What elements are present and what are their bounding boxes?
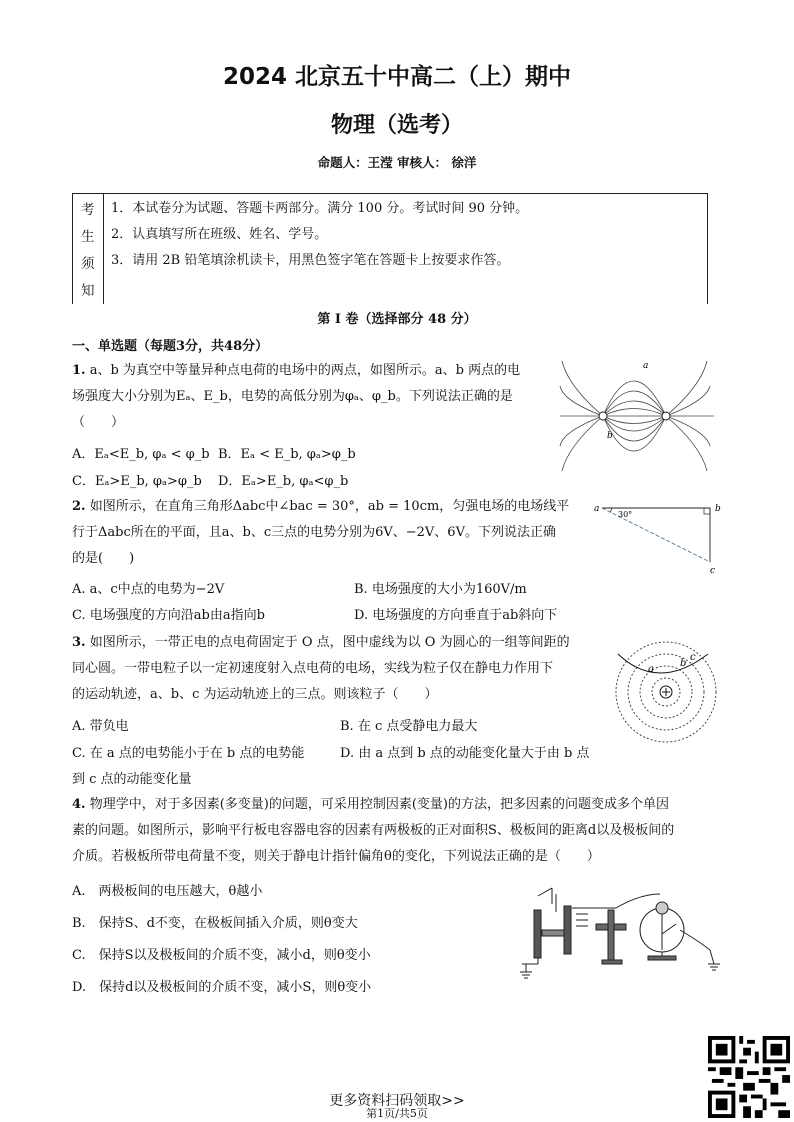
q2-line: 的是( ) — [72, 551, 135, 566]
q1-option-d: D．Eₐ>E_b, φₐ<φ_b — [218, 474, 349, 489]
notice-label-char: 须 — [81, 256, 95, 272]
q4-option-a: A. 两极板间的电压越大，θ越小 — [72, 884, 263, 899]
capacitor-electroscope-figure — [512, 884, 732, 980]
point-c-label: c — [690, 652, 696, 663]
q2-option-b: B. 电场强度的大小为160V/m — [354, 582, 527, 597]
angle-label: 30° — [618, 510, 633, 519]
promo-link[interactable]: 更多资料扫码领取>> — [329, 1093, 465, 1109]
notice-label-char: 生 — [81, 229, 95, 245]
q4-option-b: B. 保持S、d不变，在极板间插入介质，则θ变大 — [72, 916, 358, 931]
q3-text: 如图所示，一带正电的点电荷固定于 O 点，图中虚线为以 O 为圆心的一组等间距的 — [89, 635, 570, 650]
q4-number: 4. — [72, 797, 86, 812]
q2-option-d: D. 电场强度的方向垂直于ab斜向下 — [354, 608, 558, 623]
exam-subtitle: 物理（选考） — [330, 113, 463, 138]
point-b-label: b — [607, 431, 613, 441]
part-title: 一、单选题（每题3分，共48分） — [72, 339, 269, 354]
notice-label — [73, 194, 104, 304]
q1-line: （ ） — [72, 415, 125, 430]
point-a-label: a — [643, 361, 649, 371]
q3-option-d: D. 由 a 点到 b 点的动能变化量大于由 b 点 — [340, 746, 590, 761]
q2-line — [72, 498, 569, 516]
q3-option-d-continued: 到 c 点的动能变化量 — [72, 772, 192, 787]
q1-number: 1. — [72, 363, 86, 378]
q3-option-b: B. 在 c 点受静电力最大 — [340, 719, 478, 734]
vertex-c-label: c — [710, 566, 716, 576]
q4-line: 介质。若极板所带电荷量不变，则关于静电计指针偏角θ的变化，下列说法正确的是（ ） — [72, 849, 600, 864]
q1-option-c: C．Eₐ>E_b, φₐ>φ_b — [72, 474, 202, 489]
notice-line: 1．本试卷分为试题、答题卡两部分。满分 100 分。考试时间 90 分钟。 — [111, 201, 529, 216]
triangle-figure — [590, 498, 730, 578]
q3-line: 的运动轨迹，a、b、c 为运动轨迹上的三点。则该粒子（ ） — [72, 687, 438, 702]
q4-option-d: D. 保持d以及极板间的介质不变，减小S，则θ变小 — [72, 980, 372, 995]
q2-option-c: C. 电场强度的方向沿ab由a指向b — [72, 608, 265, 623]
q3-option-a: A. 带负电 — [72, 719, 129, 734]
notice-box — [72, 193, 708, 304]
notice-label-char: 知 — [81, 283, 95, 299]
notice-line: 2．认真填写所在班级、姓名、学号。 — [111, 227, 328, 242]
dipole-field-figure — [558, 356, 718, 481]
vertex-b-label: b — [715, 504, 721, 514]
q3-line: 同心圆。一带电粒子以一定初速度射入点电荷的电场，实线为粒子仅在静电力作用下 — [72, 661, 554, 676]
q2-text: 如图所示，在直角三角形Δabc中∠bac = 30°，ab = 10cm，匀强电场的电场线平 — [89, 499, 570, 514]
q2-number: 2. — [72, 499, 86, 514]
q4-line: 素的问题。如图所示，影响平行板电容器电容的因素有两极板的正对面积S、极板间的距离d以及极板间的 — [72, 823, 675, 838]
q3-number: 3. — [72, 635, 86, 650]
exam-authors: 命题人：王滢 审核人： 徐洋 — [317, 155, 477, 170]
q1-text: a、b 为真空中等量异种点电荷的电场中的两点，如图所示。a、b 两点的电 — [89, 363, 521, 378]
q4-text: 物理学中，对于多因素(多变量)的问题，可采用控制因素(变量)的方法，把多因素的问题变成多个单因 — [89, 797, 670, 812]
section-title: 第 I 卷（选择部分 48 分） — [317, 312, 477, 327]
q2-option-a: A. a、c中点的电势为−2V — [72, 582, 225, 597]
q2-line: 行于Δabc所在的平面，且a、b、c三点的电势分别为6V、−2V、6V。下列说法正确 — [72, 525, 556, 540]
negative-charge-icon — [662, 412, 670, 420]
q4-line — [72, 796, 669, 814]
q1-option-b: B．Eₐ < E_b, φₐ>φ_b — [218, 447, 356, 462]
vertex-a-label: a — [594, 504, 600, 514]
notice-label-char: 考 — [81, 202, 95, 218]
notice-lines — [111, 198, 701, 276]
notice-line: 3．请用 2B 铅笔填涂机读卡，用黑色签字笔在答题卡上按要求作答。 — [111, 253, 510, 268]
q3-line — [72, 634, 570, 652]
concentric-circles-figure — [608, 632, 728, 752]
q1-line — [72, 362, 520, 380]
exam-title: 2024 北京五十中高二（上）期中 — [222, 64, 572, 90]
q4-option-c: C. 保持S以及极板间的介质不变，减小d，则θ变小 — [72, 948, 371, 963]
page-number: 第1页/共5页 — [366, 1107, 428, 1120]
positive-charge-icon — [599, 412, 607, 420]
q3-option-c: C. 在 a 点的电势能小于在 b 点的电势能 — [72, 746, 305, 761]
q1-option-a: A．Eₐ<E_b, φₐ < φ_b — [72, 447, 210, 462]
point-b-label: b — [680, 658, 687, 669]
q1-line: 场强度大小分别为Eₐ、E_b，电势的高低分别为φₐ、φ_b。下列说法正确的是 — [72, 389, 513, 404]
point-a-label: a — [648, 664, 654, 675]
